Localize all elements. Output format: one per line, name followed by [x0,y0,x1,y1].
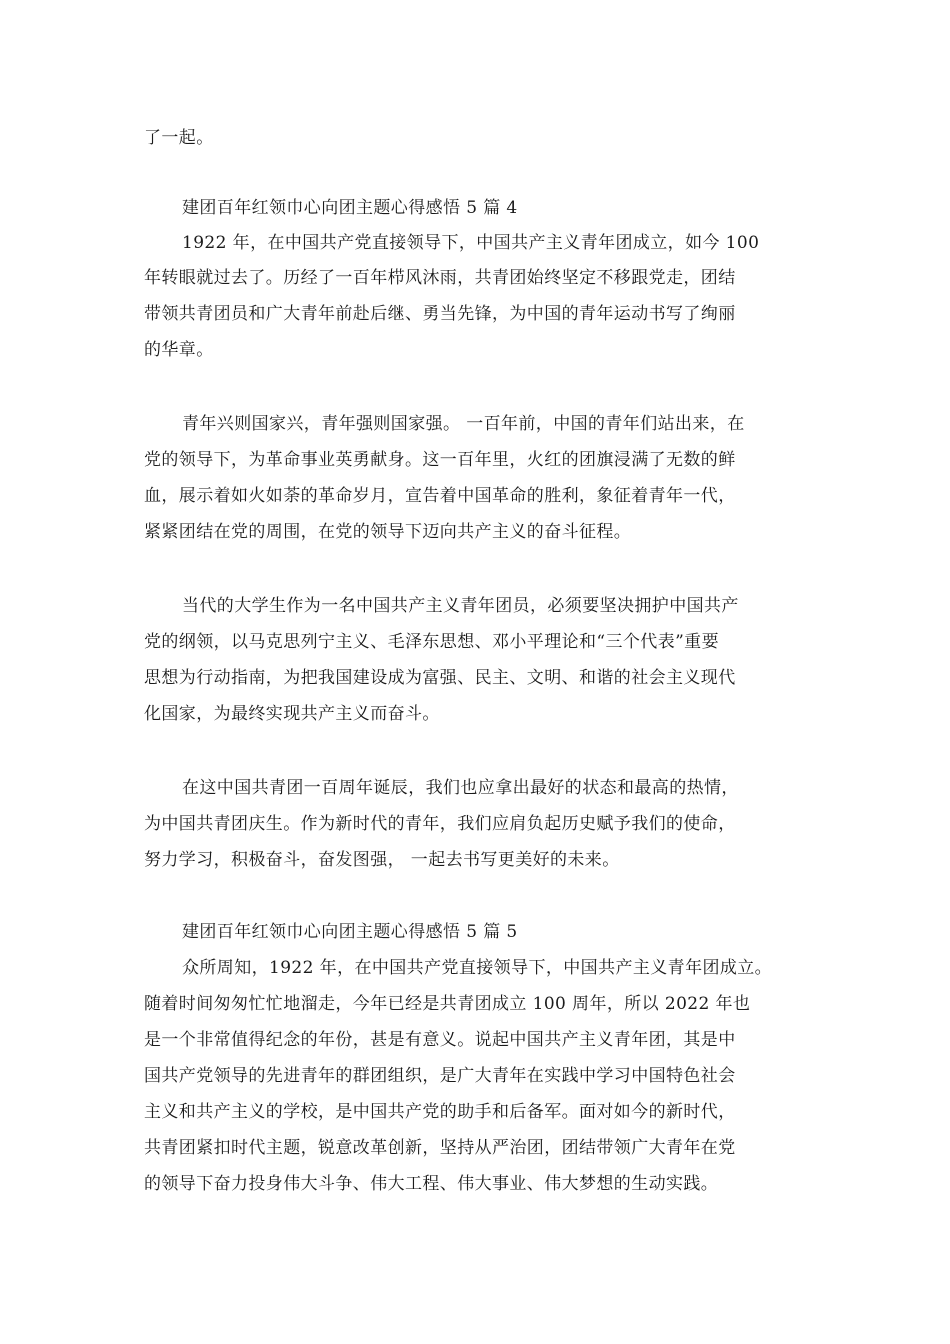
body-line: 共青团紧扣时代主题，锐意改革创新，坚持从严治团，团结带领广大青年在党 [144,1138,736,1158]
body-line: 年转眼就过去了。历经了一百年栉风沐雨，共青团始终坚定不移跟党走，团结 [144,268,736,288]
body-line: 当代的大学生作为一名中国共产主义青年团员，必须要坚决拥护中国共产 [182,596,739,616]
body-line: 青年兴则国家兴，青年强则国家强。 一百年前，中国的青年们站出来，在 [182,414,745,434]
body-line: 血，展示着如火如荼的革命岁月，宣告着中国革命的胜利，象征着青年一代， [144,486,736,506]
body-line: 思想为行动指南，为把我国建设成为富强、民主、文明、和谐的社会主义现代 [144,668,736,688]
body-line: 国共产党领导的先进青年的群团组织，是广大青年在实践中学习中国特色社会 [144,1066,736,1086]
body-line: 1922 年，在中国共产党直接领导下，中国共产主义青年团成立，如今 100 [182,233,760,253]
body-line: 主义和共产主义的学校，是中国共产党的助手和后备军。面对如今的新时代， [144,1102,736,1122]
body-line: 的领导下奋力投身伟大斗争、伟大工程、伟大事业、伟大梦想的生动实践。 [144,1174,719,1194]
body-line: 努力学习，积极奋斗，奋发图强， 一起去书写更美好的未来。 [144,850,620,870]
body-line: 紧紧团结在党的周围，在党的领导下迈向共产主义的奋斗征程。 [144,522,632,542]
body-line: 众所周知，1922 年，在中国共产党直接领导下，中国共产主义青年团成立。 [182,958,773,978]
body-line: 在这中国共青团一百周年诞辰，我们也应拿出最好的状态和最高的热情， [182,778,739,798]
body-line: 的华章。 [144,340,214,360]
body-line: 随着时间匆匆忙忙地溜走，今年已经是共青团成立 100 周年，所以 2022 年也 [144,994,751,1014]
body-line: 了一起。 [144,128,214,148]
body-line: 党的领导下，为革命事业英勇献身。这一百年里，火红的团旗浸满了无数的鲜 [144,450,736,470]
body-line: 带领共青团员和广大青年前赴后继、勇当先锋，为中国的青年运动书写了绚丽 [144,304,736,324]
body-line: 是一个非常值得纪念的年份，甚是有意义。说起中国共产主义青年团，其是中 [144,1030,736,1050]
section-heading: 建团百年红领巾心向团主题心得感悟 5 篇 5 [182,922,518,942]
section-heading: 建团百年红领巾心向团主题心得感悟 5 篇 4 [182,198,518,218]
body-line: 为中国共青团庆生。作为新时代的青年，我们应肩负起历史赋予我们的使命， [144,814,736,834]
body-line: 党的纲领，以马克思列宁主义、毛泽东思想、邓小平理论和“三个代表”重要 [144,632,719,652]
body-line: 化国家，为最终实现共产主义而奋斗。 [144,704,440,724]
